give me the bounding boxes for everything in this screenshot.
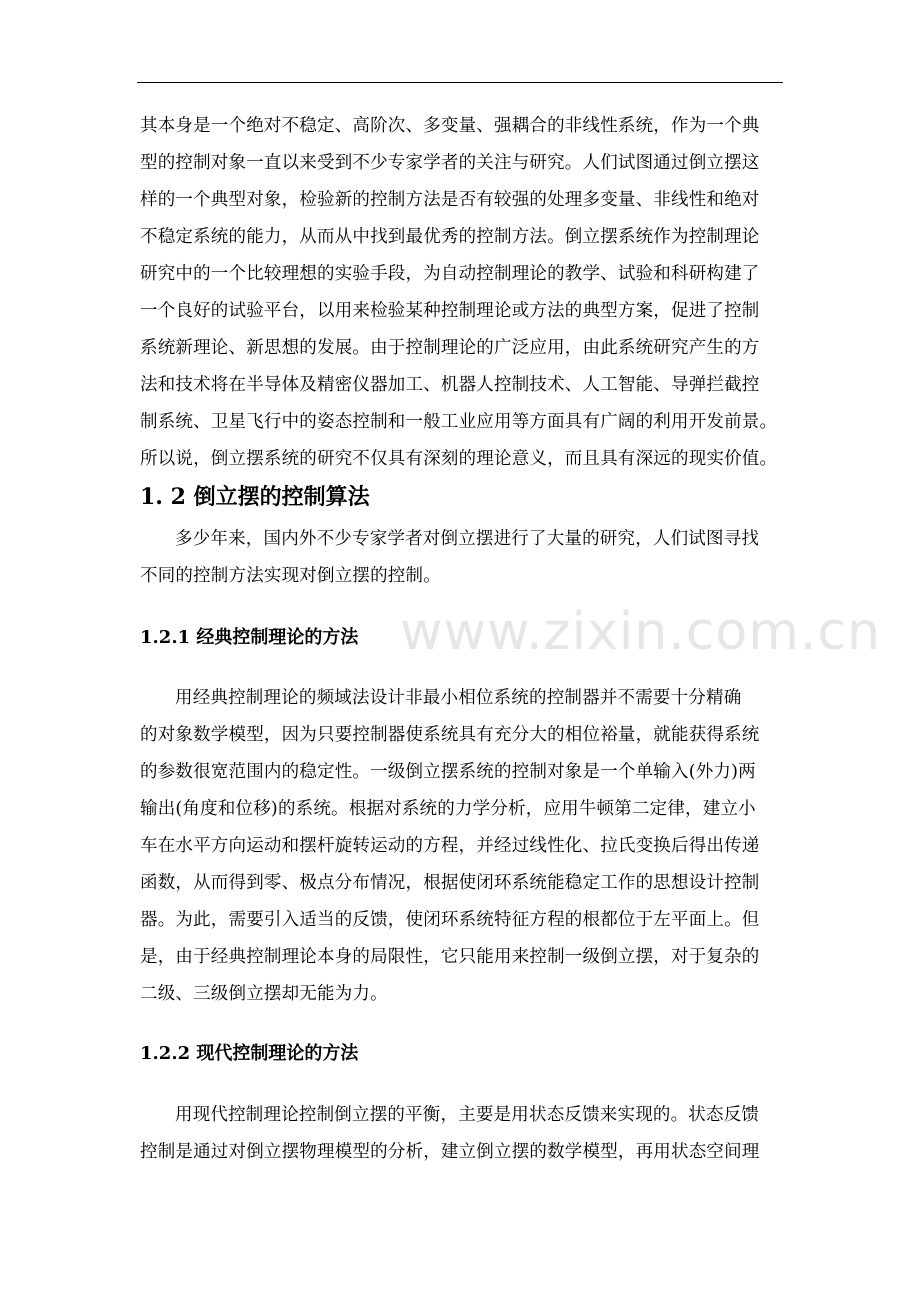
text-line: 系统新理论、新思想的发展。由于控制理论的广泛应用，由此系统研究产生的方 xyxy=(140,338,760,358)
text-line: 的参数很宽范围内的稳定性。一级倒立摆系统的控制对象是一个单输入(外力)两 xyxy=(140,762,756,782)
paragraph-1-2 xyxy=(140,521,782,595)
section-heading-1-2-1: 1.2.1 经典控制理论的方法 xyxy=(140,627,359,648)
text-line: 不稳定系统的能力，从而从中找到最优秀的控制方法。倒立摆系统作为控制理论 xyxy=(140,227,760,247)
text-line: 其本身是一个绝对不稳定、高阶次、多变量、强耦合的非线性系统，作为一个典 xyxy=(140,116,760,136)
text-line: 用经典控制理论的频域法设计非最小相位系统的控制器并不需要十分精确 xyxy=(175,688,742,708)
text-line: 器。为此，需要引入适当的反馈，使闭环系统特征方程的根都位于左平面上。但 xyxy=(140,910,760,930)
header-rule xyxy=(137,82,783,83)
text-line: 多少年来，国内外不少专家学者对倒立摆进行了大量的研究，人们试图寻找 xyxy=(175,529,760,549)
text-line: 是，由于经典控制理论本身的局限性，它只能用来控制一级倒立摆，对于复杂的 xyxy=(140,947,760,967)
text-line: 不同的控制方法实现对倒立摆的控制。 xyxy=(140,566,441,586)
paragraph-1 xyxy=(140,108,782,478)
text-line: 控制是通过对倒立摆物理模型的分析，建立倒立摆的数学模型，再用状态空间理 xyxy=(140,1142,760,1162)
text-line: 一个良好的试验平台，以用来检验某种控制理论或方法的典型方案，促进了控制 xyxy=(140,301,760,321)
text-line: 车在水平方向运动和摆杆旋转运动的方程，并经过线性化、拉氏变换后得出传递 xyxy=(140,836,760,856)
text-line: 制系统、卫星飞行中的姿态控制和一般工业应用等方面具有广阔的利用开发前景。 xyxy=(140,412,778,432)
text-line: 函数，从而得到零、极点分布情况，根据使闭环系统能稳定工作的思想设计控制 xyxy=(140,873,760,893)
section-heading-1-2-2: 1.2.2 现代控制理论的方法 xyxy=(140,1043,359,1064)
text-line: 法和技术将在半导体及精密仪器加工、机器人控制技术、人工智能、导弹拦截控 xyxy=(140,375,760,395)
text-line: 样的一个典型对象，检验新的控制方法是否有较强的处理多变量、非线性和绝对 xyxy=(140,190,760,210)
text-line: 型的控制对象一直以来受到不少专家学者的关注与研究。人们试图通过倒立摆这 xyxy=(140,153,760,173)
paragraph-1-2-2 xyxy=(140,1097,782,1171)
watermark: www.zixin.com.cn xyxy=(400,602,881,662)
text-line: 输出(角度和位移)的系统。根据对系统的力学分析，应用牛顿第二定律，建立小 xyxy=(140,799,756,819)
text-line: 所以说，倒立摆系统的研究不仅具有深刻的理论意义，而且具有深远的现实价值。 xyxy=(140,449,778,469)
section-heading-1-2: 1. 2 倒立摆的控制算法 xyxy=(140,484,370,510)
paragraph-1-2-1 xyxy=(140,680,782,1013)
text-line: 的对象数学模型，因为只要控制器使系统具有充分大的相位裕量，就能获得系统 xyxy=(140,725,760,745)
text-line: 用现代控制理论控制倒立摆的平衡，主要是用状态反馈来实现的。状态反馈 xyxy=(175,1105,760,1125)
text-line: 二级、三级倒立摆却无能为力。 xyxy=(140,984,388,1004)
text-line: 研究中的一个比较理想的实验手段，为自动控制理论的教学、试验和科研构建了 xyxy=(140,264,760,284)
